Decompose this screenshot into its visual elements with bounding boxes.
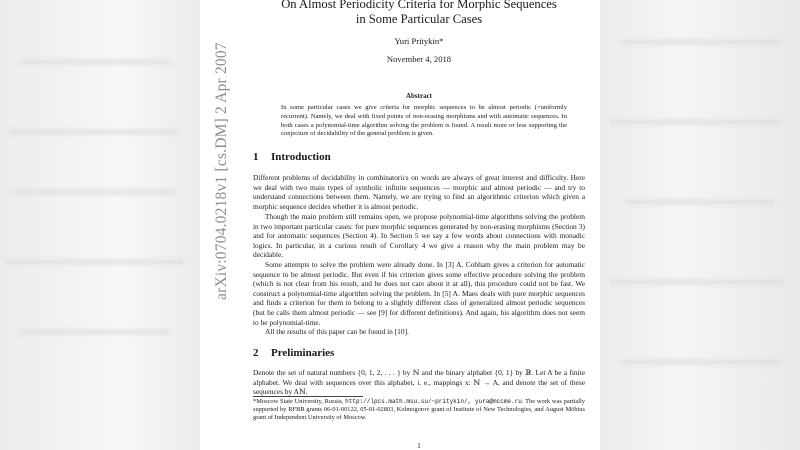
intro-paragraph-4: All the results of this paper can be found in [10]. [265, 327, 409, 336]
section-number: 1 [253, 151, 259, 163]
section-title: Preliminaries [271, 347, 335, 359]
title-line-1: On Almost Periodicity Criteria for Morphic Sequences [281, 0, 557, 11]
arxiv-stamp: arXiv:0704.0218v1 [cs.DM] 2 Apr 2007 [213, 42, 230, 300]
section-title: Introduction [271, 151, 331, 163]
abstract-heading: Abstract [405, 92, 433, 100]
paper-page [200, 0, 600, 450]
intro-paragraph-3: Some attempts to solve the problem were already done. In [3] A. Cobham gives a criterion for automatic sequence to be almost periodic. But even if his criterion gives some effective procedure solving the problem (which is not clear from his result, and he does not care about it at all), this procedure could not be fast. We construct a polynomial-time algorithm solving the problem. In [5] A. Maes deals with pure morphic sequences and finds a criterion for them to belong to a slightly different class of generalized almost periodic sequences (but he calls them almost periodic — see [9] for different definitions). And again, his algorithm does not seem to be polynomial-time. [253, 260, 585, 327]
blurred-line [20, 330, 170, 334]
footnote [253, 398, 585, 423]
abstract-text: In some particular cases we give criteria for morphic sequences to be almost periodic (=uniformly recurrent). Namely, we deal with fixed points of non-erasing morphisms and with automatic sequences. In both cases a polynomial-time algorithm solving the problem is found. A result more or less supporting the conjecture of decidability of the general problem is given. [281, 104, 567, 138]
title-line-2: in Some Particular Cases [355, 12, 483, 26]
blurred-line [15, 190, 175, 194]
page-number: 1 [417, 441, 421, 450]
blurred-line [625, 200, 775, 204]
date: November 4, 2018 [386, 54, 452, 64]
blurred-line [620, 360, 780, 364]
background-blur-left [0, 0, 200, 450]
section-number: 2 [253, 347, 259, 359]
background-blur-right [600, 0, 800, 450]
footnote-links[interactable]: http://lpcs.math.msu.su/~pritykin/, yura@mccme.ru [345, 398, 522, 405]
intro-paragraph-2: Though the main problem still remains open, we propose polynomial-time algorithms solving the problem in two important particular cases: for pure morphic sequences generated by non-erasing morphisms (Section 3) and for automatic sequences (Section 4). In Section 5 we say a few words about connections with monadic logics. In particular, in a curious result of Corollary 4 we give a reason why the main problem may be decidable. [253, 212, 585, 260]
blurred-line [5, 260, 185, 264]
section-1-heading [253, 151, 331, 163]
footnote-text: . The work was partially supported by RFBR grants 06-01-00122, 05-01-02803, Kolmogorov grant of Institute of New Technologies, and August Möbius grant of Independent University of Moscow. [253, 398, 585, 422]
blurred-line [20, 60, 170, 64]
footnote-rule [253, 396, 363, 397]
author: Yuri Pritykin* [394, 36, 444, 46]
blurred-line [610, 120, 780, 124]
paper-title [253, 0, 585, 27]
prelim-paragraph-1: Denote the set of natural numbers {0, 1, 2, . . . } by ℕ and the binary alphabet {0, 1} by 𝔹. Let A be a finite alphabet. We deal with sequences over this alphabet, i. e., mappings x: ℕ → A, and denote the set of these sequences by Aℕ. [253, 368, 585, 397]
blurred-line [610, 280, 785, 284]
intro-paragraph-1: Different problems of decidability in combinatorics on words are always of great interest and difficulty. Here we deal with two main types of symbolic infinite sequences — morphic and almost periodic — and try to understand connections between them. Namely, we are trying to find an algorithmic criterion which given a morphic sequence decides whether it is almost periodic. [253, 173, 585, 211]
footnote-text: *Moscow State University, Russia, [253, 398, 346, 405]
blurred-line [10, 130, 180, 134]
blurred-line [620, 40, 780, 44]
section-2-heading [253, 347, 334, 359]
